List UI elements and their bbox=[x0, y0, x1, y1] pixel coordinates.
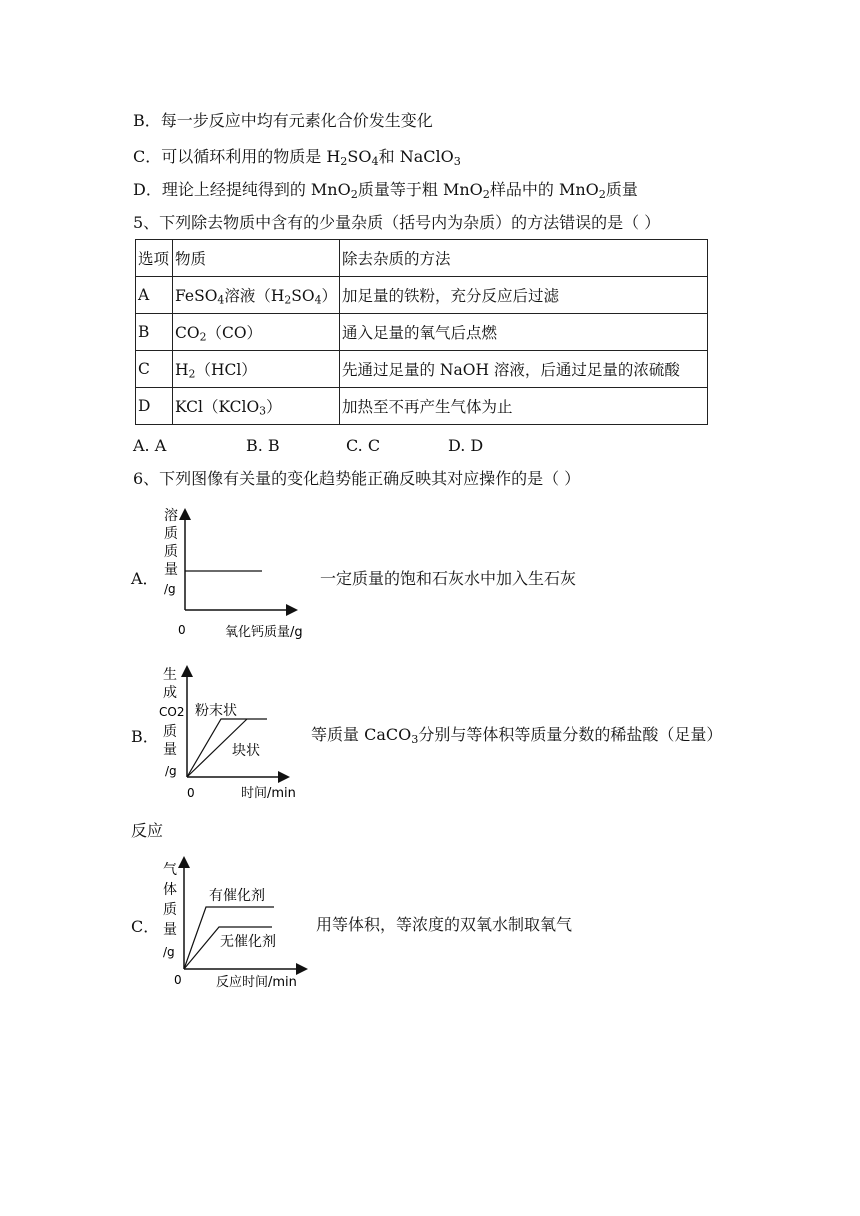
row-substance: $H_2(HCl)$ bbox=[173, 351, 340, 388]
q5-table bbox=[135, 239, 708, 425]
graph-c-origin: 0 bbox=[174, 973, 182, 987]
row-method: 先通过足量的 NaOH 溶液，后通过足量的浓硫酸 bbox=[340, 351, 708, 388]
graph-c-ylabel-4: 量 bbox=[163, 922, 177, 938]
table-row bbox=[136, 351, 708, 388]
q5-stem: 5、下列除去物质中含有的少量杂质（括号内为杂质）的方法错误的是（ ） bbox=[133, 213, 661, 232]
table-header-row bbox=[136, 240, 708, 277]
header-method: 除去杂质的方法 bbox=[340, 240, 708, 277]
row-option: C bbox=[136, 351, 173, 388]
answer-a: A. A bbox=[133, 436, 167, 455]
q4-option-b: B．每一步反应中均有元素化合价发生变化 bbox=[133, 111, 433, 130]
row-option: A bbox=[136, 277, 173, 314]
graph-b-lump-label: 块状 bbox=[232, 743, 260, 759]
graph-b-origin: 0 bbox=[187, 786, 195, 800]
graph-c-ylabel-1: 气 bbox=[163, 862, 177, 878]
graph-b-ylabel-5: 量 bbox=[163, 742, 177, 758]
row-method: 加热至不再产生气体为止 bbox=[340, 388, 708, 425]
graph-b-ylabel-6: /g bbox=[165, 764, 177, 778]
graph-c bbox=[155, 855, 320, 999]
table-row bbox=[136, 314, 708, 351]
graph-c-ylabel-2: 体 bbox=[163, 882, 177, 898]
row-method: 通入足量的氧气后点燃 bbox=[340, 314, 708, 351]
table-row bbox=[136, 388, 708, 425]
graph-a-ylabel-4: 量 bbox=[164, 562, 178, 578]
table-row bbox=[136, 277, 708, 314]
graph-b-ylabel-4: 质 bbox=[163, 724, 177, 740]
graph-a-origin: 0 bbox=[178, 623, 186, 637]
answer-c: C. C bbox=[346, 436, 381, 455]
answer-b: B. B bbox=[246, 436, 280, 455]
q6-c-letter: C． bbox=[131, 917, 160, 936]
graph-c-xlabel: 反应时间/min bbox=[216, 975, 297, 990]
graph-c-no-catalyst-label: 无催化剂 bbox=[220, 934, 276, 950]
row-option: B bbox=[136, 314, 173, 351]
header-substance: 物质 bbox=[173, 240, 340, 277]
graph-a-description: 一定质量的饱和石灰水中加入生石灰 bbox=[320, 569, 577, 588]
graph-b-description-cont: 反应 bbox=[131, 821, 164, 840]
q6-b-letter: B． bbox=[131, 727, 159, 746]
graph-c-description: 用等体积，等浓度的双氧水制取氧气 bbox=[316, 915, 573, 934]
graph-a-ylabel-5: /g bbox=[164, 582, 176, 596]
q4-option-c: C．可以循环利用的物质是 $H_2SO_4$和 NaClO$_3$ bbox=[133, 147, 461, 168]
graph-b-description: 等质量 CaCO$_3$分别与等体积等质量分数的稀盐酸（足量） bbox=[311, 725, 723, 746]
q4-option-d: D．理论上经提纯得到的 MnO$_2$质量等于粗 MnO$_2$样品中的 MnO$_2$质量 bbox=[133, 180, 638, 201]
graph-a bbox=[155, 505, 325, 649]
graph-c-ylabel-3: 质 bbox=[163, 902, 177, 918]
graph-b-powder-label: 粉末状 bbox=[195, 703, 237, 719]
graph-b bbox=[155, 664, 305, 808]
header-option: 选项 bbox=[136, 240, 173, 277]
graph-b-ylabel-1: 生 bbox=[163, 667, 177, 683]
answer-d: D. D bbox=[448, 436, 484, 455]
graph-a-ylabel-2: 质 bbox=[164, 526, 178, 542]
q6-stem: 6、下列图像有关量的变化趋势能正确反映其对应操作的是（ ） bbox=[133, 469, 581, 488]
graph-c-catalyst-label: 有催化剂 bbox=[209, 888, 265, 904]
graph-b-xlabel: 时间/min bbox=[241, 786, 296, 801]
row-substance: FeSO$_4$溶液$(H_2SO_4)$ bbox=[173, 277, 340, 314]
q6-a-letter: A． bbox=[131, 569, 159, 588]
row-method: 加足量的铁粉，充分反应后过滤 bbox=[340, 277, 708, 314]
graph-a-xlabel: 氧化钙质量/g bbox=[225, 625, 303, 640]
row-option: D bbox=[136, 388, 173, 425]
graph-c-ylabel-5: /g bbox=[163, 945, 175, 959]
row-substance: $CO_2(CO)$ bbox=[173, 314, 340, 351]
row-substance: KCl（KClO$_3$） bbox=[173, 388, 340, 425]
graph-b-ylabel-3: CO2 bbox=[159, 705, 185, 719]
graph-b-ylabel-2: 成 bbox=[163, 685, 177, 701]
graph-a-ylabel-3: 质 bbox=[164, 544, 178, 560]
graph-a-ylabel-1: 溶 bbox=[164, 508, 178, 524]
